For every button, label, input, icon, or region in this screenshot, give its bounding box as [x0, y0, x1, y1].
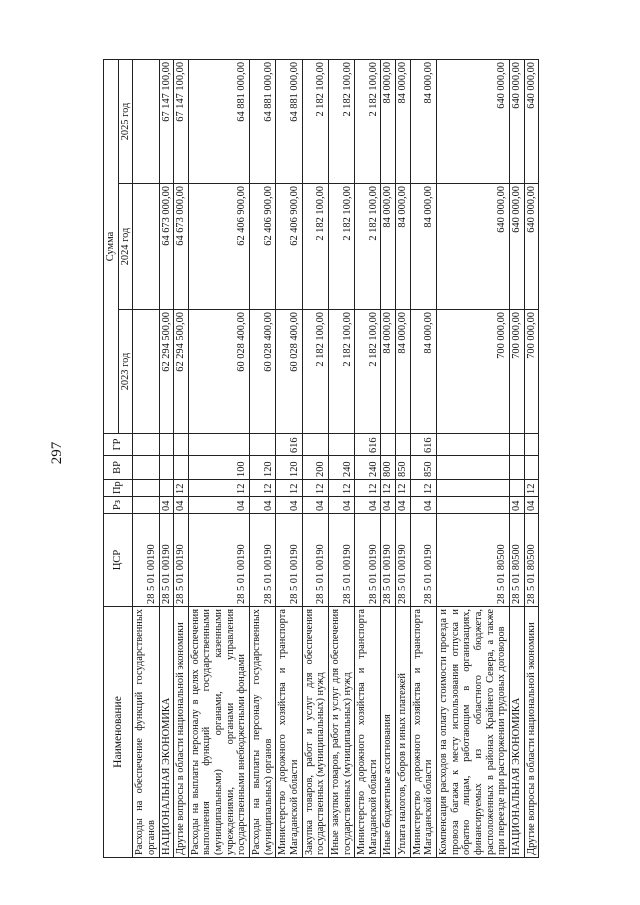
cell-name: Министерство дорожного хозяйства и транспорта Магаданской области — [410, 607, 436, 858]
cell-2025: 64 881 000,00 — [188, 59, 249, 183]
cell-vr — [159, 456, 174, 480]
cell-2023: 700 000,00 — [524, 310, 539, 434]
table-row — [437, 59, 510, 857]
cell-rz: 04 — [410, 497, 436, 514]
cell-2023: 84 000,00 — [381, 310, 396, 434]
cell-vr: 120 — [276, 456, 302, 480]
cell-vr: 850 — [410, 456, 436, 480]
cell-rz: 04 — [250, 497, 276, 514]
cell-name: Иные закупки товаров, работ и услуг для обеспечения государственных (муниципальных) нужд — [328, 607, 354, 858]
cell-2025: 640 000,00 — [509, 59, 524, 183]
cell-pr: 12 — [410, 480, 436, 497]
cell-csr: 28 5 01 80500 — [524, 514, 539, 607]
cell-2025 — [133, 59, 159, 183]
cell-name: Расходы на выплаты персоналу государственных (муниципальных) органов — [250, 607, 276, 858]
cell-vr: 850 — [396, 456, 411, 480]
cell-pr: 12 — [250, 480, 276, 497]
cell-pr: 12 — [174, 480, 189, 497]
header-name: Наименование — [104, 607, 133, 858]
cell-csr: 28 5 01 00190 — [250, 514, 276, 607]
cell-name: НАЦИОНАЛЬНАЯ ЭКОНОМИКА — [509, 607, 524, 858]
cell-csr: 28 5 01 00190 — [328, 514, 354, 607]
cell-name: Министерство дорожного хозяйства и транспорта Магаданской области — [355, 607, 381, 858]
cell-gr — [159, 434, 174, 456]
cell-pr: 12 — [302, 480, 328, 497]
cell-2024: 640 000,00 — [524, 184, 539, 310]
cell-csr: 28 5 01 00190 — [174, 514, 189, 607]
cell-vr — [174, 456, 189, 480]
cell-csr: 28 5 01 80500 — [437, 514, 510, 607]
cell-vr: 800 — [381, 456, 396, 480]
cell-2024: 84 000,00 — [381, 184, 396, 310]
cell-pr: 12 — [276, 480, 302, 497]
cell-vr: 100 — [188, 456, 249, 480]
cell-csr: 28 5 01 00190 — [302, 514, 328, 607]
cell-gr — [381, 434, 396, 456]
cell-name: Компенсация расходов на оплату стоимости проезда и провоза багажа к месту использования отпуска и обратно лицам, работающим в организациях, финансируемых из областного бюджета, расположенных в районах Крайнего Севера, а также при переезде при расторжении трудовых договоров — [437, 607, 510, 858]
cell-2025: 64 881 000,00 — [276, 59, 302, 183]
cell-2023: 700 000,00 — [437, 310, 510, 434]
cell-csr: 28 5 01 00190 — [381, 514, 396, 607]
cell-gr — [328, 434, 354, 456]
cell-2024: 84 000,00 — [410, 184, 436, 310]
cell-vr: 240 — [328, 456, 354, 480]
table-row — [524, 59, 539, 857]
cell-pr — [509, 480, 524, 497]
table-row — [276, 59, 302, 857]
header-rz: Рз — [104, 497, 133, 514]
cell-2024: 2 182 100,00 — [355, 184, 381, 310]
header-row-1 — [104, 59, 119, 857]
table-row — [381, 59, 396, 857]
cell-gr — [174, 434, 189, 456]
cell-rz: 04 — [355, 497, 381, 514]
cell-gr — [524, 434, 539, 456]
cell-name: Другие вопросы в области национальной экономики — [524, 607, 539, 858]
table-row — [509, 59, 524, 857]
table-row — [410, 59, 436, 857]
cell-csr: 28 5 01 00190 — [188, 514, 249, 607]
cell-2023: 62 294 500,00 — [159, 310, 174, 434]
cell-2024: 62 406 900,00 — [250, 184, 276, 310]
cell-2023: 60 028 400,00 — [276, 310, 302, 434]
cell-2024: 2 182 100,00 — [328, 184, 354, 310]
header-csr: ЦСР — [104, 514, 133, 607]
cell-2024: 64 673 000,00 — [174, 184, 189, 310]
table-row — [250, 59, 276, 857]
cell-2024: 2 182 100,00 — [302, 184, 328, 310]
cell-rz: 04 — [524, 497, 539, 514]
cell-name: Расходы на обеспечение функций государственных органов — [133, 607, 159, 858]
cell-rz: 04 — [396, 497, 411, 514]
cell-gr — [396, 434, 411, 456]
header-vr: ВР — [104, 456, 133, 480]
cell-2024: 84 000,00 — [396, 184, 411, 310]
cell-pr: 12 — [524, 480, 539, 497]
cell-gr: 616 — [276, 434, 302, 456]
cell-csr: 28 5 01 00190 — [410, 514, 436, 607]
cell-name: Иные бюджетные ассигнования — [381, 607, 396, 858]
cell-rz: 04 — [174, 497, 189, 514]
cell-vr: 240 — [355, 456, 381, 480]
cell-rz: 04 — [509, 497, 524, 514]
header-pr: Пр — [104, 480, 133, 497]
cell-2023: 62 294 500,00 — [174, 310, 189, 434]
cell-2025: 640 000,00 — [437, 59, 510, 183]
cell-rz: 04 — [328, 497, 354, 514]
cell-2024 — [133, 184, 159, 310]
cell-2025: 84 000,00 — [396, 59, 411, 183]
cell-name: НАЦИОНАЛЬНАЯ ЭКОНОМИКА — [159, 607, 174, 858]
cell-2025: 2 182 100,00 — [355, 59, 381, 183]
cell-2023: 2 182 100,00 — [355, 310, 381, 434]
cell-2024: 640 000,00 — [509, 184, 524, 310]
cell-rz: 04 — [276, 497, 302, 514]
cell-rz: 04 — [188, 497, 249, 514]
cell-gr — [437, 434, 510, 456]
cell-gr — [509, 434, 524, 456]
cell-rz: 04 — [302, 497, 328, 514]
cell-vr: 200 — [302, 456, 328, 480]
header-2023: 2023 год — [118, 310, 133, 434]
cell-vr — [437, 456, 510, 480]
header-gr: ГР — [104, 434, 133, 456]
cell-2023: 84 000,00 — [396, 310, 411, 434]
cell-csr: 28 5 01 00190 — [396, 514, 411, 607]
cell-csr: 28 5 01 00190 — [276, 514, 302, 607]
cell-2025: 84 000,00 — [381, 59, 396, 183]
cell-name: Другие вопросы в области национальной экономики — [174, 607, 189, 858]
cell-csr: 28 5 01 80500 — [509, 514, 524, 607]
cell-vr — [524, 456, 539, 480]
cell-2024: 640 000,00 — [437, 184, 510, 310]
cell-pr — [159, 480, 174, 497]
cell-2023: 84 000,00 — [410, 310, 436, 434]
cell-name: Закупка товаров, работ и услуг для обеспечения государственных (муниципальных) нужд — [302, 607, 328, 858]
cell-pr: 12 — [355, 480, 381, 497]
cell-2025: 67 147 100,00 — [174, 59, 189, 183]
table-row — [355, 59, 381, 857]
cell-2025: 67 147 100,00 — [159, 59, 174, 183]
cell-2024: 62 406 900,00 — [276, 184, 302, 310]
cell-name: Уплата налогов, сборов и иных платежей — [396, 607, 411, 858]
cell-gr — [188, 434, 249, 456]
budget-table — [103, 59, 539, 858]
cell-csr: 28 5 01 00190 — [159, 514, 174, 607]
cell-gr — [250, 434, 276, 456]
cell-pr: 12 — [188, 480, 249, 497]
cell-2023: 2 182 100,00 — [328, 310, 354, 434]
cell-2025: 640 000,00 — [524, 59, 539, 183]
page-number: 297 — [49, 441, 65, 465]
rotated-table-container — [103, 60, 623, 858]
cell-vr — [509, 456, 524, 480]
cell-2023: 2 182 100,00 — [302, 310, 328, 434]
cell-pr: 12 — [328, 480, 354, 497]
cell-2025: 64 881 000,00 — [250, 59, 276, 183]
cell-csr: 28 5 01 00190 — [133, 514, 159, 607]
cell-pr — [133, 480, 159, 497]
table-row — [174, 59, 189, 857]
cell-gr: 616 — [355, 434, 381, 456]
cell-rz: 04 — [159, 497, 174, 514]
cell-2023 — [133, 310, 159, 434]
table-row — [133, 59, 159, 857]
cell-2023: 60 028 400,00 — [250, 310, 276, 434]
cell-rz: 04 — [381, 497, 396, 514]
cell-2025: 2 182 100,00 — [302, 59, 328, 183]
cell-name: Расходы на выплаты персоналу в целях обеспечения выполнения функций государственными (муниципальными) органами, казенными учреждениями, органами управления государственными внебюджетными фондами — [188, 607, 249, 858]
cell-2024: 64 673 000,00 — [159, 184, 174, 310]
cell-2025: 84 000,00 — [410, 59, 436, 183]
cell-csr: 28 5 01 00190 — [355, 514, 381, 607]
cell-vr — [133, 456, 159, 480]
cell-gr — [133, 434, 159, 456]
cell-pr: 12 — [381, 480, 396, 497]
cell-name: Министерство дорожного хозяйства и транспорта Магаданской области — [276, 607, 302, 858]
header-2025: 2025 год — [118, 59, 133, 183]
cell-pr: 12 — [396, 480, 411, 497]
table-row — [328, 59, 354, 857]
cell-2024: 62 406 900,00 — [188, 184, 249, 310]
table-row — [159, 59, 174, 857]
table-row — [188, 59, 249, 857]
cell-gr — [302, 434, 328, 456]
cell-2025: 2 182 100,00 — [328, 59, 354, 183]
header-sum: Сумма — [104, 59, 119, 433]
cell-2023: 60 028 400,00 — [188, 310, 249, 434]
table-row — [302, 59, 328, 857]
header-2024: 2024 год — [118, 184, 133, 310]
cell-vr: 120 — [250, 456, 276, 480]
cell-pr — [437, 480, 510, 497]
cell-2023: 700 000,00 — [509, 310, 524, 434]
table-row — [396, 59, 411, 857]
cell-rz — [133, 497, 159, 514]
table-body — [133, 59, 539, 857]
cell-rz — [437, 497, 510, 514]
cell-gr: 616 — [410, 434, 436, 456]
